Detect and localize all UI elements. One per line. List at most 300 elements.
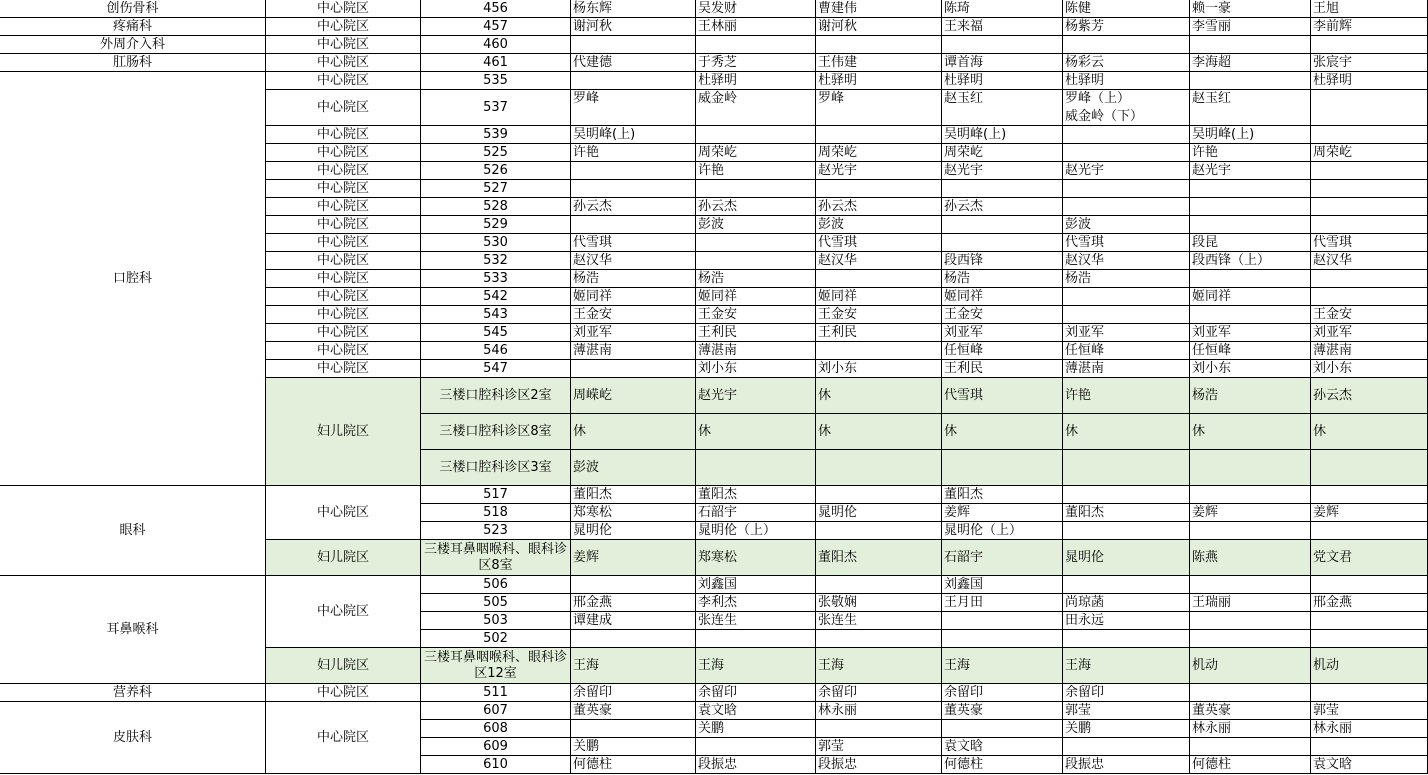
doctor-cell[interactable]: 王伟建 [816, 54, 942, 72]
doctor-cell[interactable]: 休 [1311, 414, 1428, 450]
doctor-cell[interactable]: 杨浩 [1190, 378, 1311, 414]
doctor-cell[interactable]: 张敬娴 [816, 594, 942, 612]
room-cell[interactable]: 546 [421, 342, 571, 360]
room-cell[interactable]: 460 [421, 36, 571, 54]
doctor-cell[interactable]: 赵汉华 [571, 252, 696, 270]
doctor-cell[interactable]: 许艳 [1063, 378, 1190, 414]
room-cell[interactable]: 525 [421, 144, 571, 162]
doctor-cell[interactable] [1190, 450, 1311, 486]
doctor-cell[interactable]: 石韶宇 [696, 504, 816, 522]
campus-cell[interactable]: 中心院区 [266, 18, 421, 36]
doctor-cell[interactable]: 周荣屹 [696, 144, 816, 162]
doctor-cell[interactable]: 赖一豪 [1190, 0, 1311, 18]
doctor-cell[interactable]: 杜驿明 [696, 72, 816, 90]
room-cell[interactable]: 505 [421, 594, 571, 612]
doctor-cell[interactable]: 刘小东 [1311, 360, 1428, 378]
doctor-cell[interactable]: 晁明伦（上） [942, 522, 1063, 540]
doctor-cell[interactable]: 薄湛南 [1311, 342, 1428, 360]
doctor-cell[interactable] [1190, 198, 1311, 216]
room-cell[interactable]: 三楼耳鼻咽喉科、眼科诊区12室 [421, 648, 571, 684]
room-cell[interactable]: 526 [421, 162, 571, 180]
doctor-cell[interactable]: 吴明峰(上) [571, 126, 696, 144]
doctor-cell[interactable] [1190, 90, 1311, 126]
doctor-cell[interactable]: 董阳杰 [942, 486, 1063, 504]
doctor-cell[interactable]: 任恒峰 [1190, 342, 1311, 360]
doctor-cell[interactable]: 杨浩 [942, 270, 1063, 288]
doctor-cell[interactable] [1190, 216, 1311, 234]
doctor-cell[interactable]: 郭莹 [1311, 702, 1428, 720]
doctor-cell[interactable]: 王金安 [571, 306, 696, 324]
doctor-cell[interactable]: 段西锋 [942, 252, 1063, 270]
doctor-cell[interactable]: 袁文晗 [942, 738, 1063, 756]
doctor-cell[interactable]: 刘鑫国 [696, 576, 816, 594]
room-cell[interactable]: 542 [421, 288, 571, 306]
doctor-cell[interactable]: 刘小东 [816, 360, 942, 378]
doctor-cell[interactable]: 晁明伦 [571, 522, 696, 540]
campus-cell[interactable]: 妇儿院区 [266, 648, 421, 684]
doctor-cell[interactable] [1063, 198, 1190, 216]
doctor-cell[interactable] [942, 36, 1063, 54]
doctor-cell[interactable] [1063, 288, 1190, 306]
doctor-cell[interactable]: 袁文晗 [696, 702, 816, 720]
doctor-cell[interactable]: 尚琼菡 [1063, 594, 1190, 612]
room-cell[interactable]: 三楼口腔科诊区3室 [421, 450, 571, 486]
doctor-cell[interactable]: 杜驿明 [942, 72, 1063, 90]
room-cell[interactable]: 528 [421, 198, 571, 216]
room-cell[interactable]: 608 [421, 720, 571, 738]
doctor-cell[interactable]: 晁明伦（上） [696, 522, 816, 540]
campus-cell[interactable]: 中心院区 [266, 72, 421, 90]
doctor-cell[interactable] [571, 162, 696, 180]
doctor-cell[interactable]: 党文君 [1311, 540, 1428, 576]
doctor-cell[interactable]: 姬同祥 [942, 288, 1063, 306]
doctor-cell[interactable] [942, 630, 1063, 648]
doctor-cell[interactable]: 王海 [571, 648, 696, 684]
doctor-cell[interactable]: 孙云杰 [1311, 378, 1428, 414]
doctor-cell[interactable] [1311, 486, 1428, 504]
doctor-cell[interactable] [1311, 90, 1428, 126]
doctor-cell[interactable]: 郭莹 [1063, 702, 1190, 720]
doctor-cell[interactable]: 董英豪 [1190, 702, 1311, 720]
doctor-cell[interactable]: 许艳 [1190, 144, 1311, 162]
doctor-cell[interactable]: 王金安 [1311, 306, 1428, 324]
doctor-cell[interactable]: 段西锋（上） [1190, 252, 1311, 270]
doctor-cell[interactable] [1311, 450, 1428, 486]
room-cell[interactable]: 457 [421, 18, 571, 36]
doctor-cell[interactable]: 休 [1190, 414, 1311, 450]
doctor-cell[interactable]: 薄湛南 [571, 342, 696, 360]
doctor-cell[interactable] [816, 450, 942, 486]
doctor-cell[interactable] [942, 180, 1063, 198]
doctor-cell[interactable]: 杨浩 [696, 270, 816, 288]
doctor-cell[interactable]: 刘亚军 [1063, 324, 1190, 342]
doctor-cell[interactable] [942, 216, 1063, 234]
doctor-cell[interactable]: 吴发财 [696, 0, 816, 18]
campus-cell[interactable]: 中心院区 [266, 180, 421, 198]
doctor-cell[interactable]: 余留印 [1063, 684, 1190, 702]
doctor-cell[interactable]: 代雪琪 [1063, 234, 1190, 252]
doctor-cell[interactable] [1190, 270, 1311, 288]
doctor-cell[interactable]: 袁文晗 [1311, 756, 1428, 774]
doctor-cell[interactable] [816, 36, 942, 54]
doctor-cell[interactable] [1311, 126, 1428, 144]
doctor-cell[interactable] [696, 36, 816, 54]
room-cell[interactable]: 537 [421, 90, 571, 126]
doctor-cell[interactable]: 曹建伟 [816, 0, 942, 18]
doctor-cell[interactable]: 薄湛南 [1063, 360, 1190, 378]
doctor-cell[interactable]: 关鹏 [571, 738, 696, 756]
campus-cell[interactable]: 中心院区 [266, 0, 421, 18]
room-cell[interactable]: 511 [421, 684, 571, 702]
doctor-cell[interactable] [1311, 162, 1428, 180]
doctor-cell[interactable]: 刘小东 [696, 360, 816, 378]
doctor-cell[interactable] [1063, 144, 1190, 162]
doctor-cell[interactable]: 吴明峰(上) [1190, 126, 1311, 144]
doctor-cell[interactable]: 赵光宇 [942, 162, 1063, 180]
room-cell[interactable]: 535 [421, 72, 571, 90]
doctor-cell[interactable]: 郑寒松 [571, 504, 696, 522]
doctor-cell[interactable]: 孙云杰 [816, 198, 942, 216]
dept-cell[interactable]: 创伤骨科 [0, 0, 266, 18]
campus-cell[interactable]: 中心院区 [266, 324, 421, 342]
doctor-cell[interactable]: 林永丽 [1311, 720, 1428, 738]
dept-cell[interactable]: 眼科 [0, 486, 266, 576]
doctor-cell[interactable]: 余留印 [942, 684, 1063, 702]
doctor-cell[interactable]: 代雪琪 [942, 378, 1063, 414]
doctor-cell[interactable]: 休 [696, 414, 816, 450]
doctor-cell[interactable]: 王海 [1063, 648, 1190, 684]
doctor-cell[interactable] [942, 450, 1063, 486]
doctor-cell[interactable] [1190, 36, 1311, 54]
doctor-cell[interactable]: 赵光宇 [696, 378, 816, 414]
dept-cell[interactable]: 皮肤科 [0, 702, 266, 774]
doctor-cell[interactable]: 赵光宇 [1190, 162, 1311, 180]
campus-cell[interactable]: 中心院区 [266, 684, 421, 702]
room-cell[interactable]: 502 [421, 630, 571, 648]
doctor-cell[interactable]: 杜驿明 [1063, 72, 1190, 90]
doctor-cell[interactable] [1063, 180, 1190, 198]
room-cell[interactable]: 三楼口腔科诊区8室 [421, 414, 571, 450]
campus-cell[interactable]: 中心院区 [266, 252, 421, 270]
doctor-cell[interactable]: 姜辉 [942, 504, 1063, 522]
doctor-cell[interactable]: 晁明伦 [1063, 540, 1190, 576]
doctor-cell[interactable]: 彭波 [571, 450, 696, 486]
doctor-cell[interactable] [571, 360, 696, 378]
doctor-cell[interactable] [1063, 630, 1190, 648]
doctor-cell[interactable]: 董英豪 [942, 702, 1063, 720]
doctor-cell[interactable]: 于秀芝 [696, 54, 816, 72]
doctor-cell[interactable] [1063, 522, 1190, 540]
doctor-cell[interactable]: 姬同祥 [1190, 288, 1311, 306]
room-cell[interactable]: 545 [421, 324, 571, 342]
doctor-cell[interactable]: 杜驿明 [816, 72, 942, 90]
doctor-cell[interactable] [1190, 612, 1311, 630]
doctor-cell[interactable]: 邢金燕 [571, 594, 696, 612]
doctor-cell[interactable] [1311, 576, 1428, 594]
doctor-cell[interactable] [1190, 576, 1311, 594]
doctor-cell[interactable] [571, 630, 696, 648]
doctor-cell[interactable] [1063, 36, 1190, 54]
room-cell[interactable]: 三楼口腔科诊区2室 [421, 378, 571, 414]
doctor-cell[interactable]: 王金安 [696, 306, 816, 324]
doctor-cell[interactable]: 姬同祥 [571, 288, 696, 306]
doctor-cell[interactable]: 休 [571, 414, 696, 450]
doctor-cell[interactable] [942, 90, 1063, 126]
room-cell[interactable]: 530 [421, 234, 571, 252]
room-cell[interactable]: 456 [421, 0, 571, 18]
doctor-cell[interactable]: 代建德 [571, 54, 696, 72]
dept-cell[interactable]: 疼痛科 [0, 18, 266, 36]
doctor-cell[interactable]: 杨浩 [571, 270, 696, 288]
doctor-cell[interactable]: 张连生 [696, 612, 816, 630]
doctor-cell[interactable]: 何德柱 [571, 756, 696, 774]
doctor-cell[interactable]: 刘亚军 [942, 324, 1063, 342]
doctor-cell[interactable] [942, 720, 1063, 738]
doctor-cell[interactable]: 薄湛南 [696, 342, 816, 360]
doctor-cell[interactable]: 王来福 [942, 18, 1063, 36]
doctor-cell[interactable]: 董阳杰 [571, 486, 696, 504]
doctor-cell[interactable]: 杨彩云 [1063, 54, 1190, 72]
campus-cell[interactable]: 中心院区 [266, 702, 421, 774]
room-cell[interactable]: 527 [421, 180, 571, 198]
doctor-cell[interactable] [696, 450, 816, 486]
room-cell[interactable]: 610 [421, 756, 571, 774]
doctor-cell[interactable] [571, 576, 696, 594]
doctor-cell[interactable] [1311, 630, 1428, 648]
doctor-cell[interactable]: 王旭 [1311, 0, 1428, 18]
doctor-cell[interactable]: 刘亚军 [571, 324, 696, 342]
room-cell[interactable]: 609 [421, 738, 571, 756]
campus-cell[interactable]: 中心院区 [266, 90, 421, 126]
doctor-cell[interactable]: 王海 [816, 648, 942, 684]
doctor-cell[interactable] [571, 180, 696, 198]
doctor-cell[interactable] [1063, 450, 1190, 486]
room-cell[interactable]: 461 [421, 54, 571, 72]
doctor-cell[interactable]: 何德柱 [1190, 756, 1311, 774]
doctor-cell[interactable]: 休 [942, 414, 1063, 450]
doctor-cell[interactable]: 何德柱 [942, 756, 1063, 774]
doctor-cell[interactable]: 许艳 [696, 162, 816, 180]
doctor-cell[interactable]: 王瑞丽 [1190, 594, 1311, 612]
doctor-cell[interactable]: 彭波 [816, 216, 942, 234]
doctor-cell[interactable] [1311, 522, 1428, 540]
doctor-cell[interactable]: 代雪琪 [1311, 234, 1428, 252]
doctor-cell[interactable] [816, 180, 942, 198]
dept-cell[interactable]: 肛肠科 [0, 54, 266, 72]
doctor-cell[interactable] [1311, 270, 1428, 288]
room-cell[interactable]: 547 [421, 360, 571, 378]
doctor-cell[interactable]: 姜辉 [571, 540, 696, 576]
campus-cell[interactable]: 中心院区 [266, 54, 421, 72]
doctor-cell[interactable] [696, 180, 816, 198]
doctor-cell[interactable] [1311, 180, 1428, 198]
doctor-cell[interactable]: 王海 [696, 648, 816, 684]
room-cell[interactable]: 607 [421, 702, 571, 720]
campus-cell[interactable]: 中心院区 [266, 126, 421, 144]
doctor-cell[interactable] [1190, 306, 1311, 324]
doctor-cell[interactable] [696, 234, 816, 252]
campus-cell[interactable]: 妇儿院区 [266, 378, 421, 486]
doctor-cell[interactable]: 王林丽 [696, 18, 816, 36]
doctor-cell[interactable]: 赵光宇 [816, 162, 942, 180]
doctor-cell[interactable] [1190, 180, 1311, 198]
dept-cell[interactable]: 口腔科 [0, 72, 266, 486]
doctor-cell[interactable]: 代雪琪 [571, 234, 696, 252]
doctor-cell[interactable] [696, 90, 816, 126]
campus-cell[interactable]: 中心院区 [266, 306, 421, 324]
doctor-cell[interactable]: 孙云杰 [942, 198, 1063, 216]
doctor-cell[interactable]: 李利杰 [696, 594, 816, 612]
doctor-cell[interactable]: 郑寒松 [696, 540, 816, 576]
doctor-cell[interactable]: 任恒峰 [942, 342, 1063, 360]
campus-cell[interactable]: 中心院区 [266, 486, 421, 540]
doctor-cell[interactable] [1311, 612, 1428, 630]
doctor-cell[interactable]: 晁明伦 [816, 504, 942, 522]
doctor-cell[interactable] [571, 36, 696, 54]
doctor-cell[interactable] [696, 126, 816, 144]
doctor-cell[interactable]: 许艳 [571, 144, 696, 162]
doctor-cell[interactable]: 郭莹 [816, 738, 942, 756]
doctor-cell[interactable] [816, 720, 942, 738]
doctor-cell[interactable]: 周荣屹 [816, 144, 942, 162]
doctor-cell[interactable]: 关鹏 [1063, 720, 1190, 738]
doctor-cell[interactable] [1311, 738, 1428, 756]
campus-cell[interactable]: 中心院区 [266, 198, 421, 216]
doctor-cell[interactable]: 任恒峰 [1063, 342, 1190, 360]
dept-cell[interactable]: 营养科 [0, 684, 266, 702]
doctor-cell[interactable]: 杨紫芳 [1063, 18, 1190, 36]
doctor-cell[interactable]: 谭首海 [942, 54, 1063, 72]
doctor-cell[interactable]: 董阳杰 [816, 540, 942, 576]
doctor-cell[interactable]: 邢金燕 [1311, 594, 1428, 612]
doctor-cell[interactable]: 张连生 [816, 612, 942, 630]
doctor-cell[interactable] [696, 738, 816, 756]
campus-cell[interactable]: 中心院区 [266, 270, 421, 288]
doctor-cell[interactable] [1190, 630, 1311, 648]
doctor-cell[interactable] [942, 234, 1063, 252]
doctor-cell[interactable]: 杨东辉 [571, 0, 696, 18]
room-cell[interactable]: 518 [421, 504, 571, 522]
doctor-cell[interactable] [696, 630, 816, 648]
doctor-cell[interactable] [816, 90, 942, 126]
doctor-cell[interactable]: 谢河秋 [816, 18, 942, 36]
doctor-cell[interactable]: 机动 [1190, 648, 1311, 684]
doctor-cell[interactable] [696, 252, 816, 270]
doctor-cell[interactable] [942, 612, 1063, 630]
campus-cell[interactable]: 中心院区 [266, 234, 421, 252]
room-cell[interactable]: 523 [421, 522, 571, 540]
doctor-cell[interactable]: 王利民 [816, 324, 942, 342]
doctor-cell[interactable]: 姬同祥 [816, 288, 942, 306]
doctor-cell[interactable] [1190, 684, 1311, 702]
doctor-cell[interactable] [1311, 198, 1428, 216]
doctor-cell[interactable]: 林永丽 [816, 702, 942, 720]
campus-cell[interactable]: 中心院区 [266, 360, 421, 378]
doctor-cell[interactable] [1063, 126, 1190, 144]
doctor-cell[interactable]: 王利民 [942, 360, 1063, 378]
doctor-cell[interactable]: 林永丽 [1190, 720, 1311, 738]
doctor-cell[interactable]: 关鹏 [696, 720, 816, 738]
doctor-cell[interactable] [816, 270, 942, 288]
doctor-cell[interactable]: 姜辉 [1311, 504, 1428, 522]
doctor-cell[interactable]: 赵汉华 [1063, 252, 1190, 270]
doctor-cell[interactable]: 董阳杰 [1063, 504, 1190, 522]
doctor-cell[interactable]: 李海超 [1190, 54, 1311, 72]
doctor-cell[interactable]: 李雪丽 [1190, 18, 1311, 36]
room-cell[interactable]: 543 [421, 306, 571, 324]
doctor-cell[interactable]: 李前辉 [1311, 18, 1428, 36]
doctor-cell[interactable]: 周荣屹 [942, 144, 1063, 162]
doctor-cell[interactable]: 孙云杰 [571, 198, 696, 216]
doctor-cell[interactable]: 董阳杰 [696, 486, 816, 504]
doctor-cell[interactable]: 刘亚军 [1190, 324, 1311, 342]
doctor-cell[interactable] [1190, 522, 1311, 540]
campus-cell[interactable]: 中心院区 [266, 342, 421, 360]
doctor-cell[interactable]: 孙云杰 [696, 198, 816, 216]
doctor-cell[interactable] [1311, 216, 1428, 234]
doctor-cell[interactable]: 田永远 [1063, 612, 1190, 630]
doctor-cell[interactable]: 周荣屹 [1311, 144, 1428, 162]
doctor-cell[interactable] [816, 126, 942, 144]
doctor-cell[interactable]: 余留印 [571, 684, 696, 702]
doctor-cell[interactable]: 段振忠 [816, 756, 942, 774]
doctor-cell[interactable]: 机动 [1311, 648, 1428, 684]
doctor-cell[interactable]: 赵汉华 [1311, 252, 1428, 270]
campus-cell[interactable]: 中心院区 [266, 162, 421, 180]
doctor-cell[interactable]: 彭波 [1063, 216, 1190, 234]
doctor-cell[interactable]: 刘小东 [1190, 360, 1311, 378]
room-cell[interactable]: 533 [421, 270, 571, 288]
doctor-cell[interactable]: 杜驿明 [1311, 72, 1428, 90]
doctor-cell[interactable] [816, 522, 942, 540]
doctor-cell[interactable]: 王月田 [942, 594, 1063, 612]
doctor-cell[interactable] [1063, 90, 1190, 126]
doctor-cell[interactable]: 王海 [942, 648, 1063, 684]
dept-cell[interactable]: 耳鼻喉科 [0, 576, 266, 684]
doctor-cell[interactable]: 段昆 [1190, 234, 1311, 252]
doctor-cell[interactable] [816, 486, 942, 504]
dept-cell[interactable]: 外周介入科 [0, 36, 266, 54]
doctor-cell[interactable]: 刘亚军 [1311, 324, 1428, 342]
doctor-cell[interactable]: 休 [816, 414, 942, 450]
doctor-cell[interactable]: 谭建成 [571, 612, 696, 630]
room-cell[interactable]: 三楼耳鼻咽喉科、眼科诊区8室 [421, 540, 571, 576]
doctor-cell[interactable]: 段振忠 [1063, 756, 1190, 774]
campus-cell[interactable]: 中心院区 [266, 36, 421, 54]
room-cell[interactable]: 539 [421, 126, 571, 144]
doctor-cell[interactable] [1190, 486, 1311, 504]
campus-cell[interactable]: 妇儿院区 [266, 540, 421, 576]
campus-cell[interactable]: 中心院区 [266, 288, 421, 306]
doctor-cell[interactable] [1311, 684, 1428, 702]
doctor-cell[interactable]: 彭波 [696, 216, 816, 234]
doctor-cell[interactable]: 休 [816, 378, 942, 414]
doctor-cell[interactable]: 董英豪 [571, 702, 696, 720]
doctor-cell[interactable] [1063, 576, 1190, 594]
doctor-cell[interactable] [1311, 288, 1428, 306]
doctor-cell[interactable]: 杨浩 [1063, 270, 1190, 288]
doctor-cell[interactable] [1063, 306, 1190, 324]
doctor-cell[interactable] [816, 576, 942, 594]
doctor-cell[interactable] [816, 630, 942, 648]
doctor-cell[interactable] [816, 342, 942, 360]
doctor-cell[interactable]: 赵汉华 [816, 252, 942, 270]
room-cell[interactable]: 529 [421, 216, 571, 234]
doctor-cell[interactable] [1190, 72, 1311, 90]
doctor-cell[interactable]: 王利民 [696, 324, 816, 342]
doctor-cell[interactable]: 石韶宇 [942, 540, 1063, 576]
doctor-cell[interactable]: 谢河秋 [571, 18, 696, 36]
